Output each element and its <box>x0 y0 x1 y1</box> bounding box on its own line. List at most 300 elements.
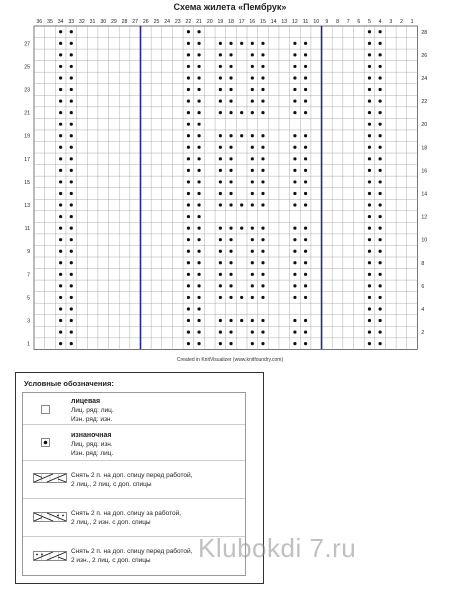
purl-stitch <box>368 215 371 218</box>
legend-item-line: 2 изн., 2 лиц. с доп. спицы <box>71 557 151 564</box>
purl-stitch <box>379 88 382 91</box>
purl-stitch <box>368 180 371 183</box>
row-label-right: 20 <box>421 122 428 129</box>
purl-stitch <box>304 99 307 102</box>
purl-stitch <box>304 157 307 160</box>
purl-stitch <box>261 111 264 114</box>
purl-stitch <box>229 180 232 183</box>
purl-stitch <box>304 273 307 276</box>
purl-stitch <box>219 88 222 91</box>
purl-stitch <box>70 227 73 230</box>
purl-stitch <box>368 203 371 206</box>
purl-stitch <box>368 192 371 195</box>
purl-stitch <box>197 227 200 230</box>
purl-stitch <box>59 134 62 137</box>
purl-stitch <box>251 99 254 102</box>
purl-stitch <box>59 65 62 68</box>
purl-stitch <box>187 30 190 33</box>
column-label: 27 <box>132 19 139 25</box>
purl-stitch <box>261 76 264 79</box>
row-label-right: 10 <box>421 237 428 244</box>
purl-stitch-icon <box>41 438 50 447</box>
purl-stitch <box>197 157 200 160</box>
row-label-left: 3 <box>27 318 30 325</box>
column-label: 24 <box>164 19 171 25</box>
purl-stitch <box>59 307 62 310</box>
row-label-right: 14 <box>421 191 428 198</box>
purl-stitch <box>261 250 264 253</box>
purl-stitch <box>304 319 307 322</box>
purl-stitch <box>197 261 200 264</box>
purl-stitch <box>70 123 73 126</box>
purl-stitch <box>261 319 264 322</box>
purl-stitch <box>219 180 222 183</box>
purl-stitch <box>70 65 73 68</box>
purl-stitch <box>379 330 382 333</box>
purl-stitch <box>197 307 200 310</box>
purl-stitch <box>197 342 200 345</box>
purl-stitch <box>70 169 73 172</box>
purl-stitch <box>70 238 73 241</box>
purl-stitch <box>59 157 62 160</box>
purl-stitch <box>293 42 296 45</box>
purl-stitch <box>368 342 371 345</box>
purl-stitch <box>379 273 382 276</box>
purl-stitch <box>251 146 254 149</box>
purl-stitch <box>197 296 200 299</box>
purl-stitch <box>59 192 62 195</box>
purl-stitch <box>59 123 62 126</box>
purl-stitch <box>70 273 73 276</box>
purl-stitch <box>187 284 190 287</box>
purl-stitch <box>368 319 371 322</box>
purl-stitch <box>304 76 307 79</box>
purl-stitch <box>293 273 296 276</box>
purl-stitch <box>219 146 222 149</box>
purl-stitch <box>368 157 371 160</box>
column-label: 5 <box>368 19 371 25</box>
purl-stitch <box>379 42 382 45</box>
purl-stitch <box>197 146 200 149</box>
purl-stitch <box>59 250 62 253</box>
purl-stitch <box>379 30 382 33</box>
purl-stitch <box>70 307 73 310</box>
purl-stitch <box>219 65 222 68</box>
purl-stitch <box>197 65 200 68</box>
cable-back-purl-icon <box>33 551 67 561</box>
watermark: Klubokdi 7.ru <box>198 533 357 563</box>
purl-stitch <box>368 227 371 230</box>
purl-stitch <box>229 111 232 114</box>
column-label: 11 <box>302 19 309 25</box>
purl-stitch <box>59 99 62 102</box>
column-label: 36 <box>36 19 43 25</box>
purl-stitch <box>229 238 232 241</box>
row-label-left: 7 <box>27 272 30 279</box>
purl-stitch <box>197 238 200 241</box>
purl-stitch <box>379 65 382 68</box>
row-label-right: 16 <box>421 168 428 175</box>
purl-stitch <box>59 169 62 172</box>
purl-stitch <box>229 273 232 276</box>
purl-stitch <box>261 99 264 102</box>
legend-item-line: Лиц. ряд: лиц. <box>71 407 114 414</box>
purl-stitch <box>219 296 222 299</box>
purl-stitch <box>187 169 190 172</box>
purl-stitch <box>219 238 222 241</box>
purl-stitch <box>70 203 73 206</box>
purl-stitch <box>59 261 62 264</box>
column-label: 21 <box>196 19 202 25</box>
purl-stitch <box>293 180 296 183</box>
purl-stitch <box>59 42 62 45</box>
purl-stitch <box>197 42 200 45</box>
purl-stitch <box>59 296 62 299</box>
purl-stitch <box>304 88 307 91</box>
purl-stitch <box>219 227 222 230</box>
purl-stitch <box>197 30 200 33</box>
purl-stitch <box>187 42 190 45</box>
purl-stitch <box>59 146 62 149</box>
purl-stitch <box>70 319 73 322</box>
purl-stitch <box>261 42 264 45</box>
column-label: 34 <box>57 19 64 25</box>
column-label: 12 <box>292 19 298 25</box>
purl-stitch <box>251 238 254 241</box>
purl-stitch <box>251 134 254 137</box>
purl-stitch <box>240 319 243 322</box>
purl-stitch <box>379 319 382 322</box>
purl-stitch <box>368 169 371 172</box>
purl-stitch <box>251 203 254 206</box>
purl-stitch <box>293 342 296 345</box>
purl-stitch <box>261 330 264 333</box>
row-label-left: 11 <box>24 226 30 233</box>
purl-stitch <box>197 134 200 137</box>
column-label: 29 <box>110 19 117 25</box>
purl-stitch <box>219 157 222 160</box>
row-label-left: 17 <box>24 156 30 163</box>
purl-stitch <box>379 169 382 172</box>
purl-stitch <box>304 250 307 253</box>
row-label-right: 18 <box>421 145 428 152</box>
purl-stitch <box>187 88 190 91</box>
purl-stitch <box>251 76 254 79</box>
purl-stitch <box>379 111 382 114</box>
cable-back-knit-icon <box>33 473 67 483</box>
purl-stitch <box>261 296 264 299</box>
purl-stitch <box>187 146 190 149</box>
legend-row-knit <box>23 393 245 425</box>
legend-row-cable-1 <box>23 461 245 499</box>
purl-stitch <box>261 180 264 183</box>
purl-stitch <box>219 203 222 206</box>
column-label: 19 <box>217 19 224 25</box>
purl-stitch <box>379 296 382 299</box>
purl-stitch <box>379 76 382 79</box>
purl-stitch <box>304 169 307 172</box>
purl-stitch <box>251 42 254 45</box>
purl-stitch <box>261 65 264 68</box>
purl-stitch <box>251 65 254 68</box>
purl-stitch <box>187 134 190 137</box>
purl-stitch <box>70 42 73 45</box>
purl-stitch <box>261 342 264 345</box>
purl-stitch <box>304 296 307 299</box>
purl-stitch <box>197 192 200 195</box>
purl-stitch <box>197 76 200 79</box>
purl-stitch <box>379 215 382 218</box>
row-label-left: 23 <box>24 87 30 94</box>
purl-stitch <box>304 192 307 195</box>
legend-item-line: Лиц. ряд: изн. <box>71 441 113 448</box>
purl-stitch <box>379 250 382 253</box>
purl-stitch <box>219 250 222 253</box>
purl-stitch <box>197 250 200 253</box>
purl-stitch <box>304 180 307 183</box>
purl-stitch <box>197 203 200 206</box>
purl-stitch <box>70 111 73 114</box>
purl-stitch <box>187 157 190 160</box>
purl-stitch <box>229 76 232 79</box>
purl-stitch <box>251 192 254 195</box>
purl-stitch <box>70 134 73 137</box>
purl-stitch <box>59 273 62 276</box>
purl-stitch <box>379 261 382 264</box>
legend-row-cable-2 <box>23 499 245 537</box>
purl-stitch <box>197 53 200 56</box>
purl-stitch <box>59 53 62 56</box>
purl-stitch <box>70 53 73 56</box>
row-label-right: 24 <box>421 75 428 82</box>
purl-stitch <box>219 53 222 56</box>
row-label-right: 4 <box>421 306 425 313</box>
chart-title: Схема жилета «Пембрук» <box>173 2 287 12</box>
purl-stitch <box>187 192 190 195</box>
purl-stitch <box>59 180 62 183</box>
legend-item-line: Снять 2 п. на доп. спицу перед работой, <box>71 472 193 479</box>
purl-stitch <box>368 134 371 137</box>
purl-stitch <box>368 330 371 333</box>
purl-stitch <box>187 273 190 276</box>
row-label-right: 2 <box>421 330 425 337</box>
purl-stitch <box>187 123 190 126</box>
row-label-left: 5 <box>27 295 30 302</box>
purl-stitch <box>229 65 232 68</box>
purl-stitch <box>304 65 307 68</box>
purl-stitch <box>240 134 243 137</box>
purl-stitch <box>261 284 264 287</box>
purl-stitch <box>304 203 307 206</box>
purl-stitch <box>304 342 307 345</box>
purl-stitch <box>304 330 307 333</box>
purl-stitch <box>187 215 190 218</box>
column-label: 4 <box>378 19 382 25</box>
purl-stitch <box>304 261 307 264</box>
purl-stitch <box>59 319 62 322</box>
column-label: 23 <box>174 19 181 25</box>
purl-stitch <box>368 238 371 241</box>
purl-stitch <box>70 284 73 287</box>
purl-stitch <box>187 238 190 241</box>
purl-stitch <box>293 65 296 68</box>
purl-stitch <box>261 227 264 230</box>
purl-stitch <box>219 342 222 345</box>
purl-stitch <box>251 169 254 172</box>
purl-stitch <box>379 53 382 56</box>
purl-stitch <box>70 99 73 102</box>
purl-stitch <box>187 307 190 310</box>
purl-stitch <box>293 146 296 149</box>
purl-stitch <box>59 330 62 333</box>
legend-item-name: лицевая <box>71 398 101 405</box>
purl-stitch <box>304 284 307 287</box>
purl-stitch <box>219 76 222 79</box>
purl-stitch <box>261 238 264 241</box>
purl-stitch <box>304 238 307 241</box>
column-label: 3 <box>389 19 393 25</box>
column-label: 14 <box>270 19 277 25</box>
purl-stitch <box>187 261 190 264</box>
purl-stitch <box>70 146 73 149</box>
purl-stitch <box>379 227 382 230</box>
purl-stitch <box>70 76 73 79</box>
purl-stitch <box>229 53 232 56</box>
purl-stitch <box>293 284 296 287</box>
purl-stitch <box>229 296 232 299</box>
purl-stitch <box>251 180 254 183</box>
column-label: 26 <box>142 19 149 25</box>
row-label-left: 19 <box>24 133 30 140</box>
purl-stitch <box>368 250 371 253</box>
purl-stitch <box>251 111 254 114</box>
legend-row-purl <box>23 425 245 461</box>
purl-stitch <box>293 99 296 102</box>
purl-stitch <box>70 261 73 264</box>
purl-stitch <box>368 76 371 79</box>
purl-stitch <box>219 42 222 45</box>
purl-stitch <box>368 273 371 276</box>
purl-stitch <box>240 227 243 230</box>
purl-stitch <box>379 134 382 137</box>
row-label-left: 25 <box>24 64 30 71</box>
purl-stitch <box>59 30 62 33</box>
purl-stitch <box>379 307 382 310</box>
purl-stitch <box>219 169 222 172</box>
purl-stitch <box>70 88 73 91</box>
cable-front-purl-icon <box>33 512 67 522</box>
purl-stitch <box>368 99 371 102</box>
column-label: 16 <box>249 19 256 25</box>
purl-stitch <box>261 146 264 149</box>
purl-stitch <box>229 227 232 230</box>
purl-stitch <box>293 53 296 56</box>
purl-stitch <box>229 261 232 264</box>
purl-stitch <box>187 53 190 56</box>
purl-stitch <box>187 65 190 68</box>
column-label: 2 <box>399 19 403 25</box>
purl-stitch <box>379 146 382 149</box>
purl-stitch <box>229 330 232 333</box>
purl-stitch <box>293 76 296 79</box>
credit-line: Created in KnitVisualizer (www.knitfoundry.com) <box>176 357 284 363</box>
column-label: 15 <box>260 19 266 25</box>
purl-stitch <box>59 342 62 345</box>
purl-stitch <box>368 123 371 126</box>
column-label: 30 <box>100 19 107 25</box>
purl-stitch <box>197 284 200 287</box>
purl-stitch <box>293 88 296 91</box>
purl-stitch <box>261 169 264 172</box>
purl-stitch <box>261 157 264 160</box>
purl-stitch <box>229 284 232 287</box>
purl-stitch <box>261 192 264 195</box>
purl-stitch <box>187 342 190 345</box>
row-label-left: 13 <box>24 203 30 210</box>
column-label: 20 <box>206 19 213 25</box>
purl-stitch <box>251 273 254 276</box>
purl-stitch <box>219 134 222 137</box>
purl-stitch <box>197 111 200 114</box>
column-label: 18 <box>228 19 234 25</box>
purl-stitch <box>229 169 232 172</box>
purl-stitch <box>70 296 73 299</box>
row-label-right: 28 <box>421 29 428 36</box>
purl-stitch <box>368 88 371 91</box>
purl-stitch <box>219 99 222 102</box>
purl-stitch <box>197 319 200 322</box>
purl-stitch <box>251 342 254 345</box>
column-label: 1 <box>410 19 414 25</box>
purl-stitch <box>304 146 307 149</box>
purl-stitch <box>70 330 73 333</box>
purl-stitch <box>251 261 254 264</box>
purl-stitch <box>70 180 73 183</box>
purl-stitch <box>59 215 62 218</box>
purl-stitch <box>229 250 232 253</box>
purl-stitch <box>261 261 264 264</box>
purl-stitch <box>379 284 382 287</box>
purl-stitch <box>187 227 190 230</box>
purl-stitch <box>70 250 73 253</box>
column-label: 31 <box>89 19 96 25</box>
purl-stitch <box>368 111 371 114</box>
column-label: 8 <box>336 19 339 25</box>
purl-stitch <box>368 65 371 68</box>
purl-stitch <box>368 30 371 33</box>
purl-stitch <box>293 227 296 230</box>
purl-stitch <box>379 157 382 160</box>
purl-stitch <box>229 319 232 322</box>
purl-stitch <box>59 238 62 241</box>
purl-stitch <box>70 30 73 33</box>
purl-stitch <box>59 76 62 79</box>
column-label: 22 <box>185 19 192 25</box>
purl-stitch <box>368 296 371 299</box>
purl-stitch <box>59 284 62 287</box>
purl-stitch <box>304 111 307 114</box>
purl-stitch <box>261 134 264 137</box>
purl-stitch <box>379 203 382 206</box>
column-label: 17 <box>238 19 245 25</box>
purl-stitch <box>240 111 243 114</box>
purl-stitch <box>293 319 296 322</box>
purl-stitch <box>293 330 296 333</box>
purl-stitch <box>293 134 296 137</box>
column-label: 35 <box>47 19 53 25</box>
purl-stitch <box>368 53 371 56</box>
purl-stitch <box>368 284 371 287</box>
